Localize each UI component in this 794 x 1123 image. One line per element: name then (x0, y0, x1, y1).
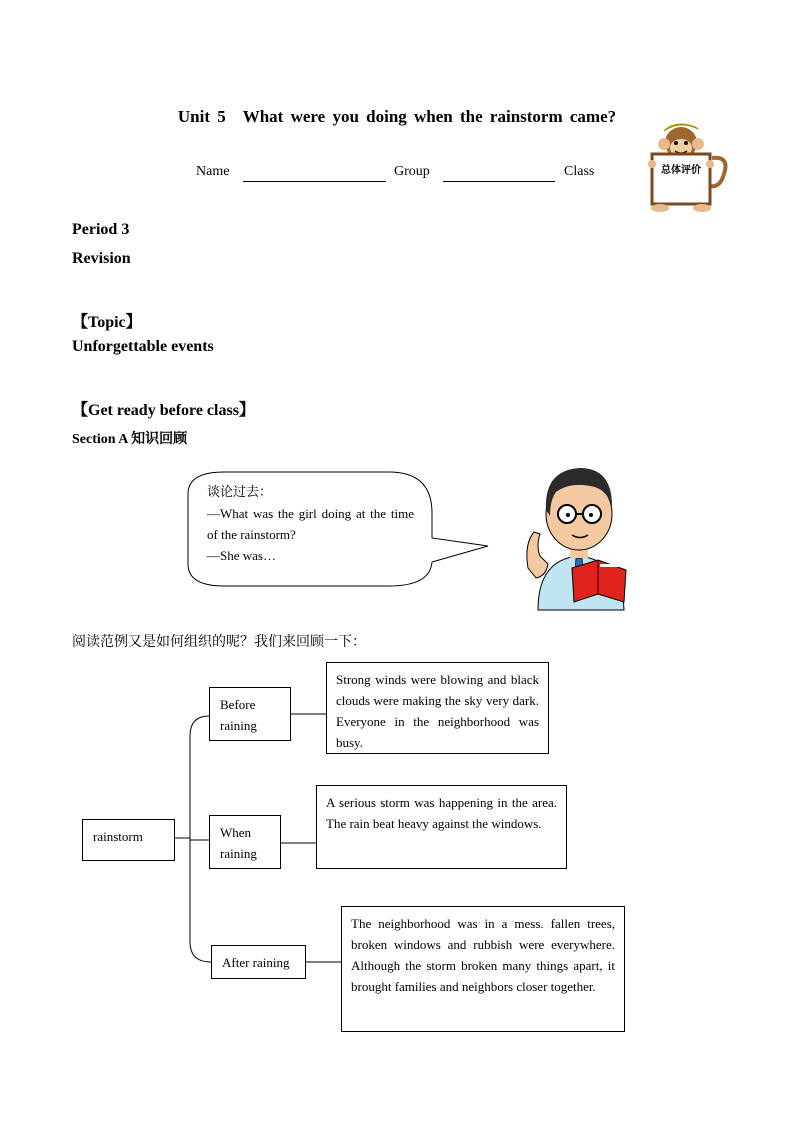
page-title: Unit 5 What were you doing when the rainstorm came? (177, 107, 617, 126)
topic-text: Unforgettable events (72, 338, 214, 355)
diagram-root-box: rainstorm (82, 819, 175, 861)
diagram-text-when: A serious storm was happening in the area. The rain beat heavy against the windows. (316, 785, 567, 869)
class-label: Class (564, 164, 595, 179)
group-label: Group (394, 164, 430, 179)
period-label: Period 3 (72, 221, 130, 238)
section-a-zh: 知识回顾 (131, 431, 188, 447)
diagram-branch-before: Before raining (209, 687, 291, 741)
bubble-line-1: 谈论过去： (207, 485, 273, 500)
revision-label: Revision (72, 250, 131, 267)
diagram-text-before: Strong winds were blowing and black clouds were making the sky very dark. Everyone in the neighborhood was busy. (326, 662, 549, 754)
diagram-text-after: The neighborhood was in a mess. fallen trees, broken windows and rubbish were everywhere. Although the storm broken many things apart, it brought families and neighbors closer together. (341, 906, 625, 1032)
section-a-en: Section A (72, 432, 128, 447)
diagram-branch-after: After raining (211, 945, 306, 979)
bubble-line-3: —She was… (207, 548, 276, 563)
diagram-branch-when: When raining (209, 815, 281, 869)
badge-text: 总体评价 (661, 165, 701, 176)
review-question: 阅读范例又是如何组织的呢？我们来回顾一下： (72, 634, 366, 650)
name-label: Name (196, 164, 230, 179)
get-ready-heading: 【Get ready before class】 (72, 402, 255, 419)
topic-heading: 【Topic】 (72, 314, 142, 331)
bubble-line-2: —What was the girl doing at the time of the rainstorm? (207, 506, 414, 542)
